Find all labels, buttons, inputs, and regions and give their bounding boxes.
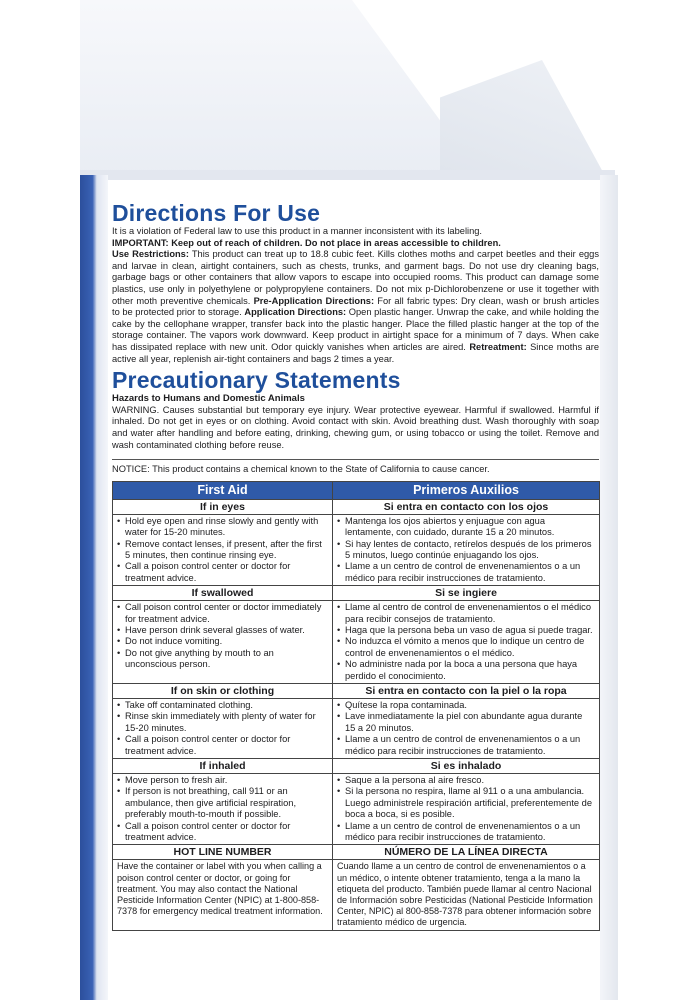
section-title-en: If on skin or clothing xyxy=(113,683,333,698)
list-item: • Remove contact lenses, if present, after the first 5 minutes, then continue rinsing eye. xyxy=(117,539,328,562)
section-title-en: If swallowed xyxy=(113,586,333,601)
instructions-en xyxy=(113,514,333,585)
list-item: • Si hay lentes de contacto, retírelos después de los primeros 5 minutos, luego continúe enjuagando los ojos. xyxy=(337,539,595,562)
hazards-heading: Hazards to Humans and Domestic Animals xyxy=(112,393,305,405)
list-item: • Mantenga los ojos abiertos y enjuague con agua lentamente, con cuidado, durante 15 a 20 minutos. xyxy=(337,516,595,539)
application-label: Application Directions: xyxy=(244,307,347,318)
list-item: • Call a poison control center or doctor for treatment advice. xyxy=(117,561,328,584)
list-item: • Call poison control center or doctor immediately for treatment advice. xyxy=(117,602,328,625)
instructions-es xyxy=(333,514,600,585)
instructions-en xyxy=(113,698,333,758)
label-content xyxy=(112,200,599,931)
important-statement xyxy=(112,238,599,250)
box-side-flap xyxy=(440,60,610,185)
list-item: • Llame a un centro de control de envenenamientos o a un médico para recibir instrucciones de tratamiento. xyxy=(337,561,595,584)
list-item: • No administre nada por la boca a una persona que haya perdido el conocimiento. xyxy=(337,659,595,682)
precautionary-title: Precautionary Statements xyxy=(112,367,401,394)
hotline-title-es: NÚMERO DE LA LÍNEA DIRECTA xyxy=(333,845,600,860)
list-item: • Do not induce vomiting. xyxy=(117,636,328,647)
hotline-text-en: Have the container or label with you when calling a poison control center or doctor, or going for treatment. You may also contact the National Pesticide Information Center (NPIC) at 1-800-858-7378 for emergency medical treatment information. xyxy=(113,860,333,930)
instructions-es xyxy=(333,601,600,684)
important-text: IMPORTANT: Keep out of reach of children. Do not place in areas accessible to children. xyxy=(112,237,501,248)
list-item: • If person is not breathing, call 911 or an ambulance, then give artificial respiration, preferably mouth-to-mouth if possible. xyxy=(117,786,328,820)
list-item: • Rinse skin immediately with plenty of water for 15-20 minutes. xyxy=(117,711,328,734)
section-title-en: If in eyes xyxy=(113,499,333,514)
box-top-flap xyxy=(80,0,480,175)
instructions-es xyxy=(333,774,600,845)
list-item: • Do not give anything by mouth to an unconscious person. xyxy=(117,648,328,671)
list-item: • Have person drink several glasses of water. xyxy=(117,625,328,636)
instructions-es xyxy=(333,698,600,758)
instructions-en xyxy=(113,774,333,845)
pre-application-label: Pre-Application Directions: xyxy=(253,295,375,306)
list-item: • Call a poison control center or doctor for treatment advice. xyxy=(117,821,328,844)
box-rim xyxy=(80,170,615,180)
retreatment-label: Retreatment: xyxy=(469,341,527,352)
list-item: • Call a poison control center or doctor for treatment advice. xyxy=(117,734,328,757)
first-aid-table xyxy=(112,481,600,931)
section-title-en: If inhaled xyxy=(113,759,333,774)
section-title-es: Si se ingiere xyxy=(333,586,600,601)
list-item: • Lave inmediatamente la piel con abundante agua durante 15 a 20 minutos. xyxy=(337,711,595,734)
violation-statement: It is a violation of Federal law to use this product in a manner inconsistent with its labeling. xyxy=(112,226,483,236)
list-item: • Llame a un centro de control de envenenamientos o a un médico para recibir instrucciones de tratamiento. xyxy=(337,734,595,757)
use-instructions xyxy=(112,249,599,365)
list-item: • Quítese la ropa contaminada. xyxy=(337,700,595,711)
first-aid-sections xyxy=(113,499,600,845)
box-blue-edge xyxy=(80,175,108,1000)
box-right-edge xyxy=(600,175,618,1000)
list-item: • Si la persona no respira, llame al 911 o a una ambulancia. Luego administrele respiración artificial, preferentemente de boca a boca, si es posible. xyxy=(337,786,595,820)
directions-title: Directions For Use xyxy=(112,200,321,226)
retreatment-text: Since moths are active all year, replenish air-tight containers and bags 2 times a year. xyxy=(112,341,599,364)
list-item: • Saque a la persona al aire fresco. xyxy=(337,775,595,786)
list-item: • Move person to fresh air. xyxy=(117,775,328,786)
first-aid-header: First Aid xyxy=(113,481,333,499)
list-item: • Take off contaminated clothing. xyxy=(117,700,328,711)
list-item: • Llame al centro de control de envenenamientos o el médico para recibir consejos de tratamiento. xyxy=(337,602,595,625)
list-item: • Haga que la persona beba un vaso de agua si puede tragar. xyxy=(337,625,595,636)
use-restrictions-label: Use Restrictions: xyxy=(112,249,189,260)
hotline-text-es: Cuando llame a un centro de control de envenenamientos o a un médico, o intente obtener tratamiento, tenga a la mano la etiqueta del producto. También puede llamar al centro Nacional de Información sobre Pesticidas (National Pesticide Information Center, NPIC) al 800-858-7378 para obtener información sobre tratamiento médico de urgencia. xyxy=(333,860,600,930)
section-title-es: Si entra en contacto con la piel o la ropa xyxy=(333,683,600,698)
list-item: • Llame a un centro de control de envenenamientos o a un médico para recibir instrucciones de tratamiento. xyxy=(337,821,595,844)
pre-application-text: For all fabric types: Dry clean, wash or brush articles to be protected prior to storage. xyxy=(112,295,599,318)
california-notice: NOTICE: This product contains a chemical known to the State of California to cause cancer. xyxy=(112,459,599,476)
list-item: • Hold eye open and rinse slowly and gently with water for 15-20 minutes. xyxy=(117,516,328,539)
label-panel xyxy=(108,180,600,1000)
instructions-en xyxy=(113,601,333,684)
section-title-es: Si entra en contacto con los ojos xyxy=(333,499,600,514)
use-restrictions-text: This product can treat up to 18.8 cubic feet. Kills clothes moths and carpet beetles and their eggs and larvae in clean, airtight containers, such as chests, trunks, and garment bags. Do not use dry cleaning bags, garbage bags or other containers that allow vapors to escape into occupied rooms. This product can damage some plastics, use only in polyethylene or polypropylene containers. Do not mix p-Dichlorobenzene or use it together with other moth preventive chemicals. xyxy=(112,249,599,306)
warning-text: WARNING. Causes substantial but temporary eye injury. Wear protective eyewear. Harmful if swallowed. Harmful if inhaled. Do not get in eyes or on clothing. Avoid contact with skin. Avoid breathing dust. Wash thoroughly with soap and water after handling and before eating, drinking, chewing gum, or using tobacco or using the toilet. Remove and wash contaminated clothing before reuse. xyxy=(112,404,599,450)
primeros-auxilios-header: Primeros Auxilios xyxy=(333,481,600,499)
list-item: • No induzca el vómito a menos que lo indique un centro de control de envenenamientos o el médico. xyxy=(337,636,595,659)
section-title-es: Si es inhalado xyxy=(333,759,600,774)
hotline-title-en: HOT LINE NUMBER xyxy=(113,845,333,860)
application-text: Open plastic hanger. Unwrap the cake, and while holding the cake by the cellophane wrapper, transfer back into the plastic hanger. Place the filled plastic hanger at the top of the storage container. The vapors work downward. Keep product in airtight space for a minimum of 7 days. When cake has dissipated replace with new unit. Odor quickly vanishes when articles are aired. xyxy=(112,307,599,352)
